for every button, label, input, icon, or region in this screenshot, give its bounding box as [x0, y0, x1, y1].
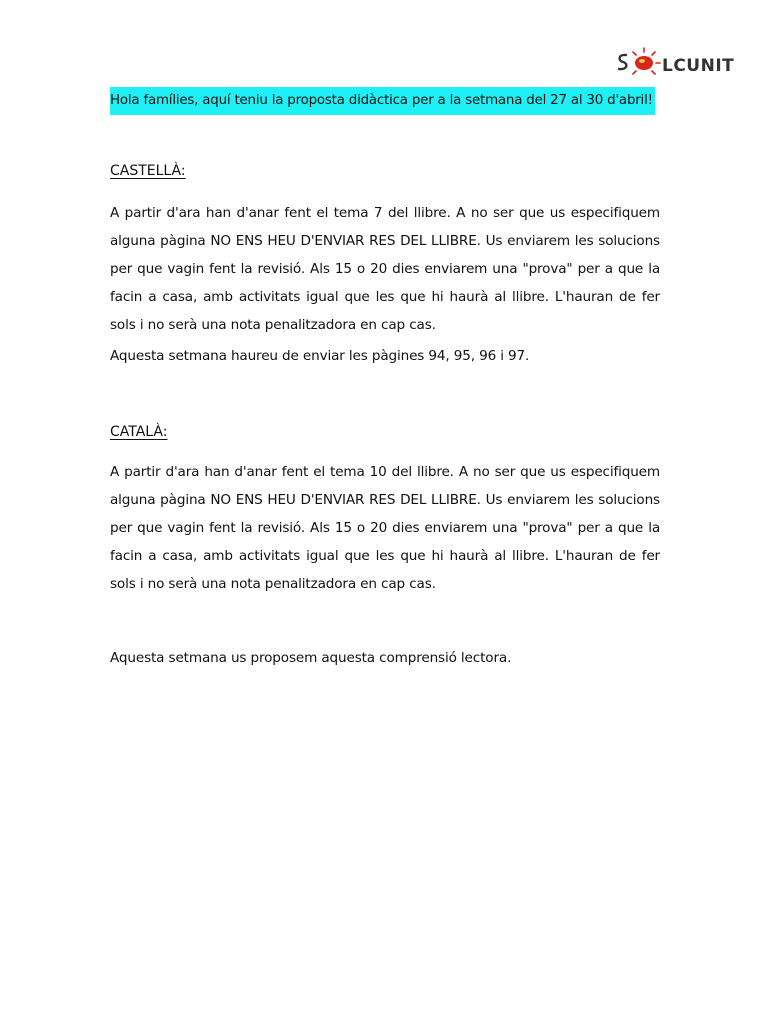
- svg-text:LCUNIT: LCUNIT: [662, 56, 735, 76]
- greeting-banner: Hola famílies, aquí teniu la proposta didàctica per a la setmana del 27 al 30 d'abril!: [110, 87, 655, 115]
- section-paragraph-castella: A partir d'ara han d'anar fent el tema 7 del llibre. A no ser que us especifiquem alguna pàgina NO ENS HEU D'ENVIAR RES DEL LLIBRE. Us enviarem les solucions per que vagin fent la revisió. Als 15 o 20 dies enviarem una "prova" per a que la facin a casa, amb activitats igual que les que hi haurà al llibre. L'hauran de fer sols i no serà una nota penalitzadora en cap cas.: [110, 205, 660, 333]
- section-heading-castella: CASTELLÀ:: [110, 163, 186, 179]
- school-logo: [612, 46, 736, 80]
- section-note-castella: Aquesta setmana haureu de enviar les pàgines 94, 95, 96 i 97.: [110, 348, 530, 364]
- section-paragraph-catala: A partir d'ara han d'anar fent el tema 10 del llibre. A no ser que us especifiquem alguna pàgina NO ENS HEU D'ENVIAR RES DEL LLIBRE. Us enviarem les solucions per que vagin fent la revisió. Als 15 o 20 dies enviarem una "prova" per a que la facin a casa, amb activitats igual que les que hi haurà al llibre. L'hauran de fer sols i no serà una nota penalitzadora en cap cas.: [110, 464, 660, 592]
- section-heading-catala: CATALÀ:: [110, 424, 168, 440]
- sun-logo-icon: [612, 46, 736, 80]
- section-note-catala: Aquesta setmana us proposem aquesta comprensió lectora.: [110, 650, 512, 666]
